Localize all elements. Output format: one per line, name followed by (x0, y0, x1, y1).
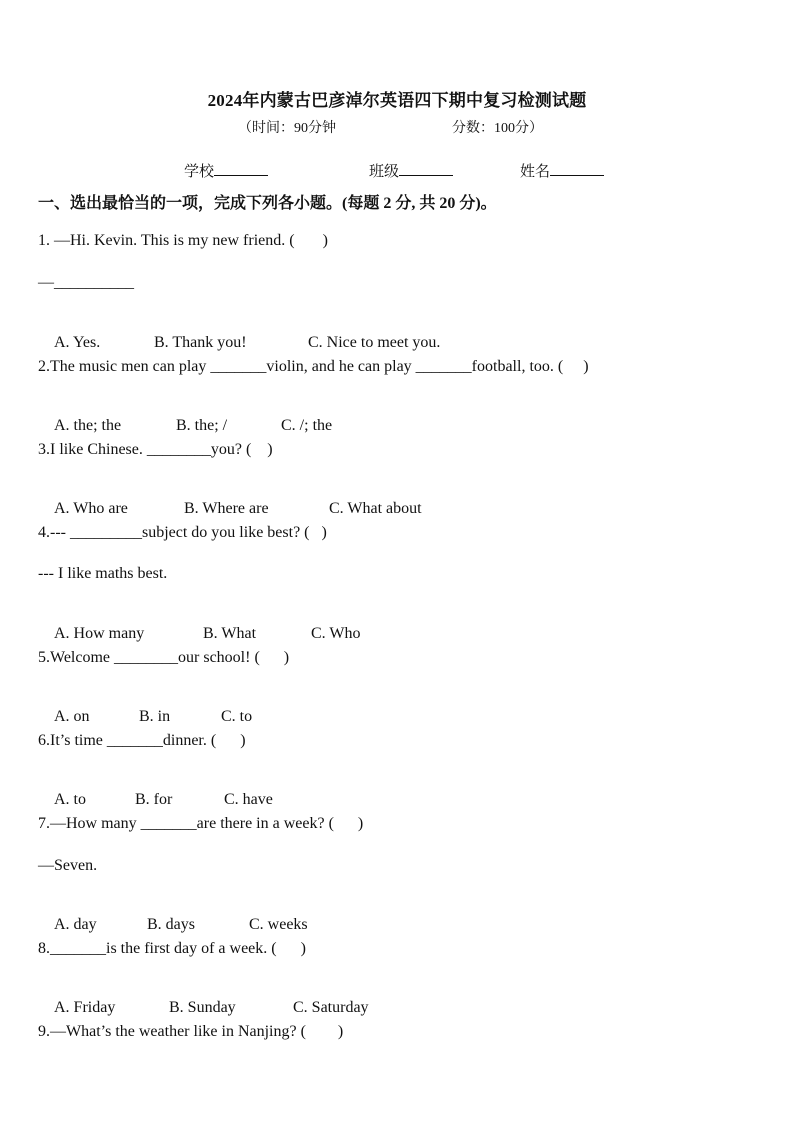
option-b[interactable]: B. Thank you! (154, 334, 247, 351)
option-c[interactable]: C. to (221, 708, 253, 725)
option-c[interactable]: C. Who (311, 625, 361, 642)
section-heading: 一、选出最恰当的一项，完成下列各小题。(每题 2 分, 共 20 分)。 (38, 195, 497, 212)
answer-line: —__________ (38, 274, 134, 291)
exam-score: 分数：100分） (452, 121, 543, 136)
option-a[interactable]: A. How many (54, 625, 145, 642)
name-label: 姓名 (520, 164, 551, 180)
name-blank[interactable] (550, 161, 604, 176)
question-stem: 3.I like Chinese. ________you? ( ) (38, 441, 273, 458)
page-title: 2024年内蒙古巴彦淖尔英语四下期中复习检测试题 (207, 91, 587, 110)
school-field (184, 160, 268, 181)
name-field (520, 160, 604, 181)
question-stem: 8._______is the first day of a week. ( ) (38, 940, 306, 957)
class-field (369, 160, 453, 181)
answer-line: --- I like maths best. (38, 565, 168, 582)
option-c[interactable]: C. weeks (249, 916, 308, 933)
question-stem: 6.It’s time _______dinner. ( ) (38, 732, 246, 749)
option-c[interactable]: C. Nice to meet you. (308, 334, 441, 351)
option-a[interactable]: A. the; the (54, 417, 122, 434)
option-b[interactable]: B. What (203, 625, 257, 642)
option-c[interactable]: C. Saturday (293, 999, 369, 1016)
option-b[interactable]: B. days (147, 916, 195, 933)
class-label: 班级 (369, 164, 400, 180)
question-stem: 1. —Hi. Kevin. This is my new friend. ( ) (38, 232, 328, 249)
option-c[interactable]: C. /; the (281, 417, 333, 434)
question-stem: 5.Welcome ________our school! ( ) (38, 649, 290, 666)
exam-time: （时间：90分钟 (238, 121, 336, 136)
question-stem: 2.The music men can play _______violin, and he can play _______football, too. ( ) (38, 358, 589, 375)
option-c[interactable]: C. What about (329, 500, 422, 517)
option-b[interactable]: B. Where are (184, 500, 269, 517)
school-blank[interactable] (214, 161, 268, 176)
option-a[interactable]: A. on (54, 708, 90, 725)
answer-line: —Seven. (38, 857, 98, 874)
option-a[interactable]: A. to (54, 791, 86, 808)
option-b[interactable]: B. for (135, 791, 173, 808)
option-a[interactable]: A. Yes. (54, 334, 101, 351)
option-a[interactable]: A. day (54, 916, 97, 933)
question-stem: 4.--- _________subject do you like best? ( ) (38, 524, 327, 541)
option-a[interactable]: A. Friday (54, 999, 116, 1016)
option-b[interactable]: B. Sunday (169, 999, 236, 1016)
question-stem: 9.—What’s the weather like in Nanjing? ( ) (38, 1023, 344, 1040)
question-stem: 7.—How many _______are there in a week? ( ) (38, 815, 364, 832)
option-b[interactable]: B. the; / (176, 417, 228, 434)
class-blank[interactable] (399, 161, 453, 176)
option-a[interactable]: A. Who are (54, 500, 128, 517)
option-c[interactable]: C. have (224, 791, 273, 808)
option-b[interactable]: B. in (139, 708, 171, 725)
school-label: 学校 (184, 164, 215, 180)
